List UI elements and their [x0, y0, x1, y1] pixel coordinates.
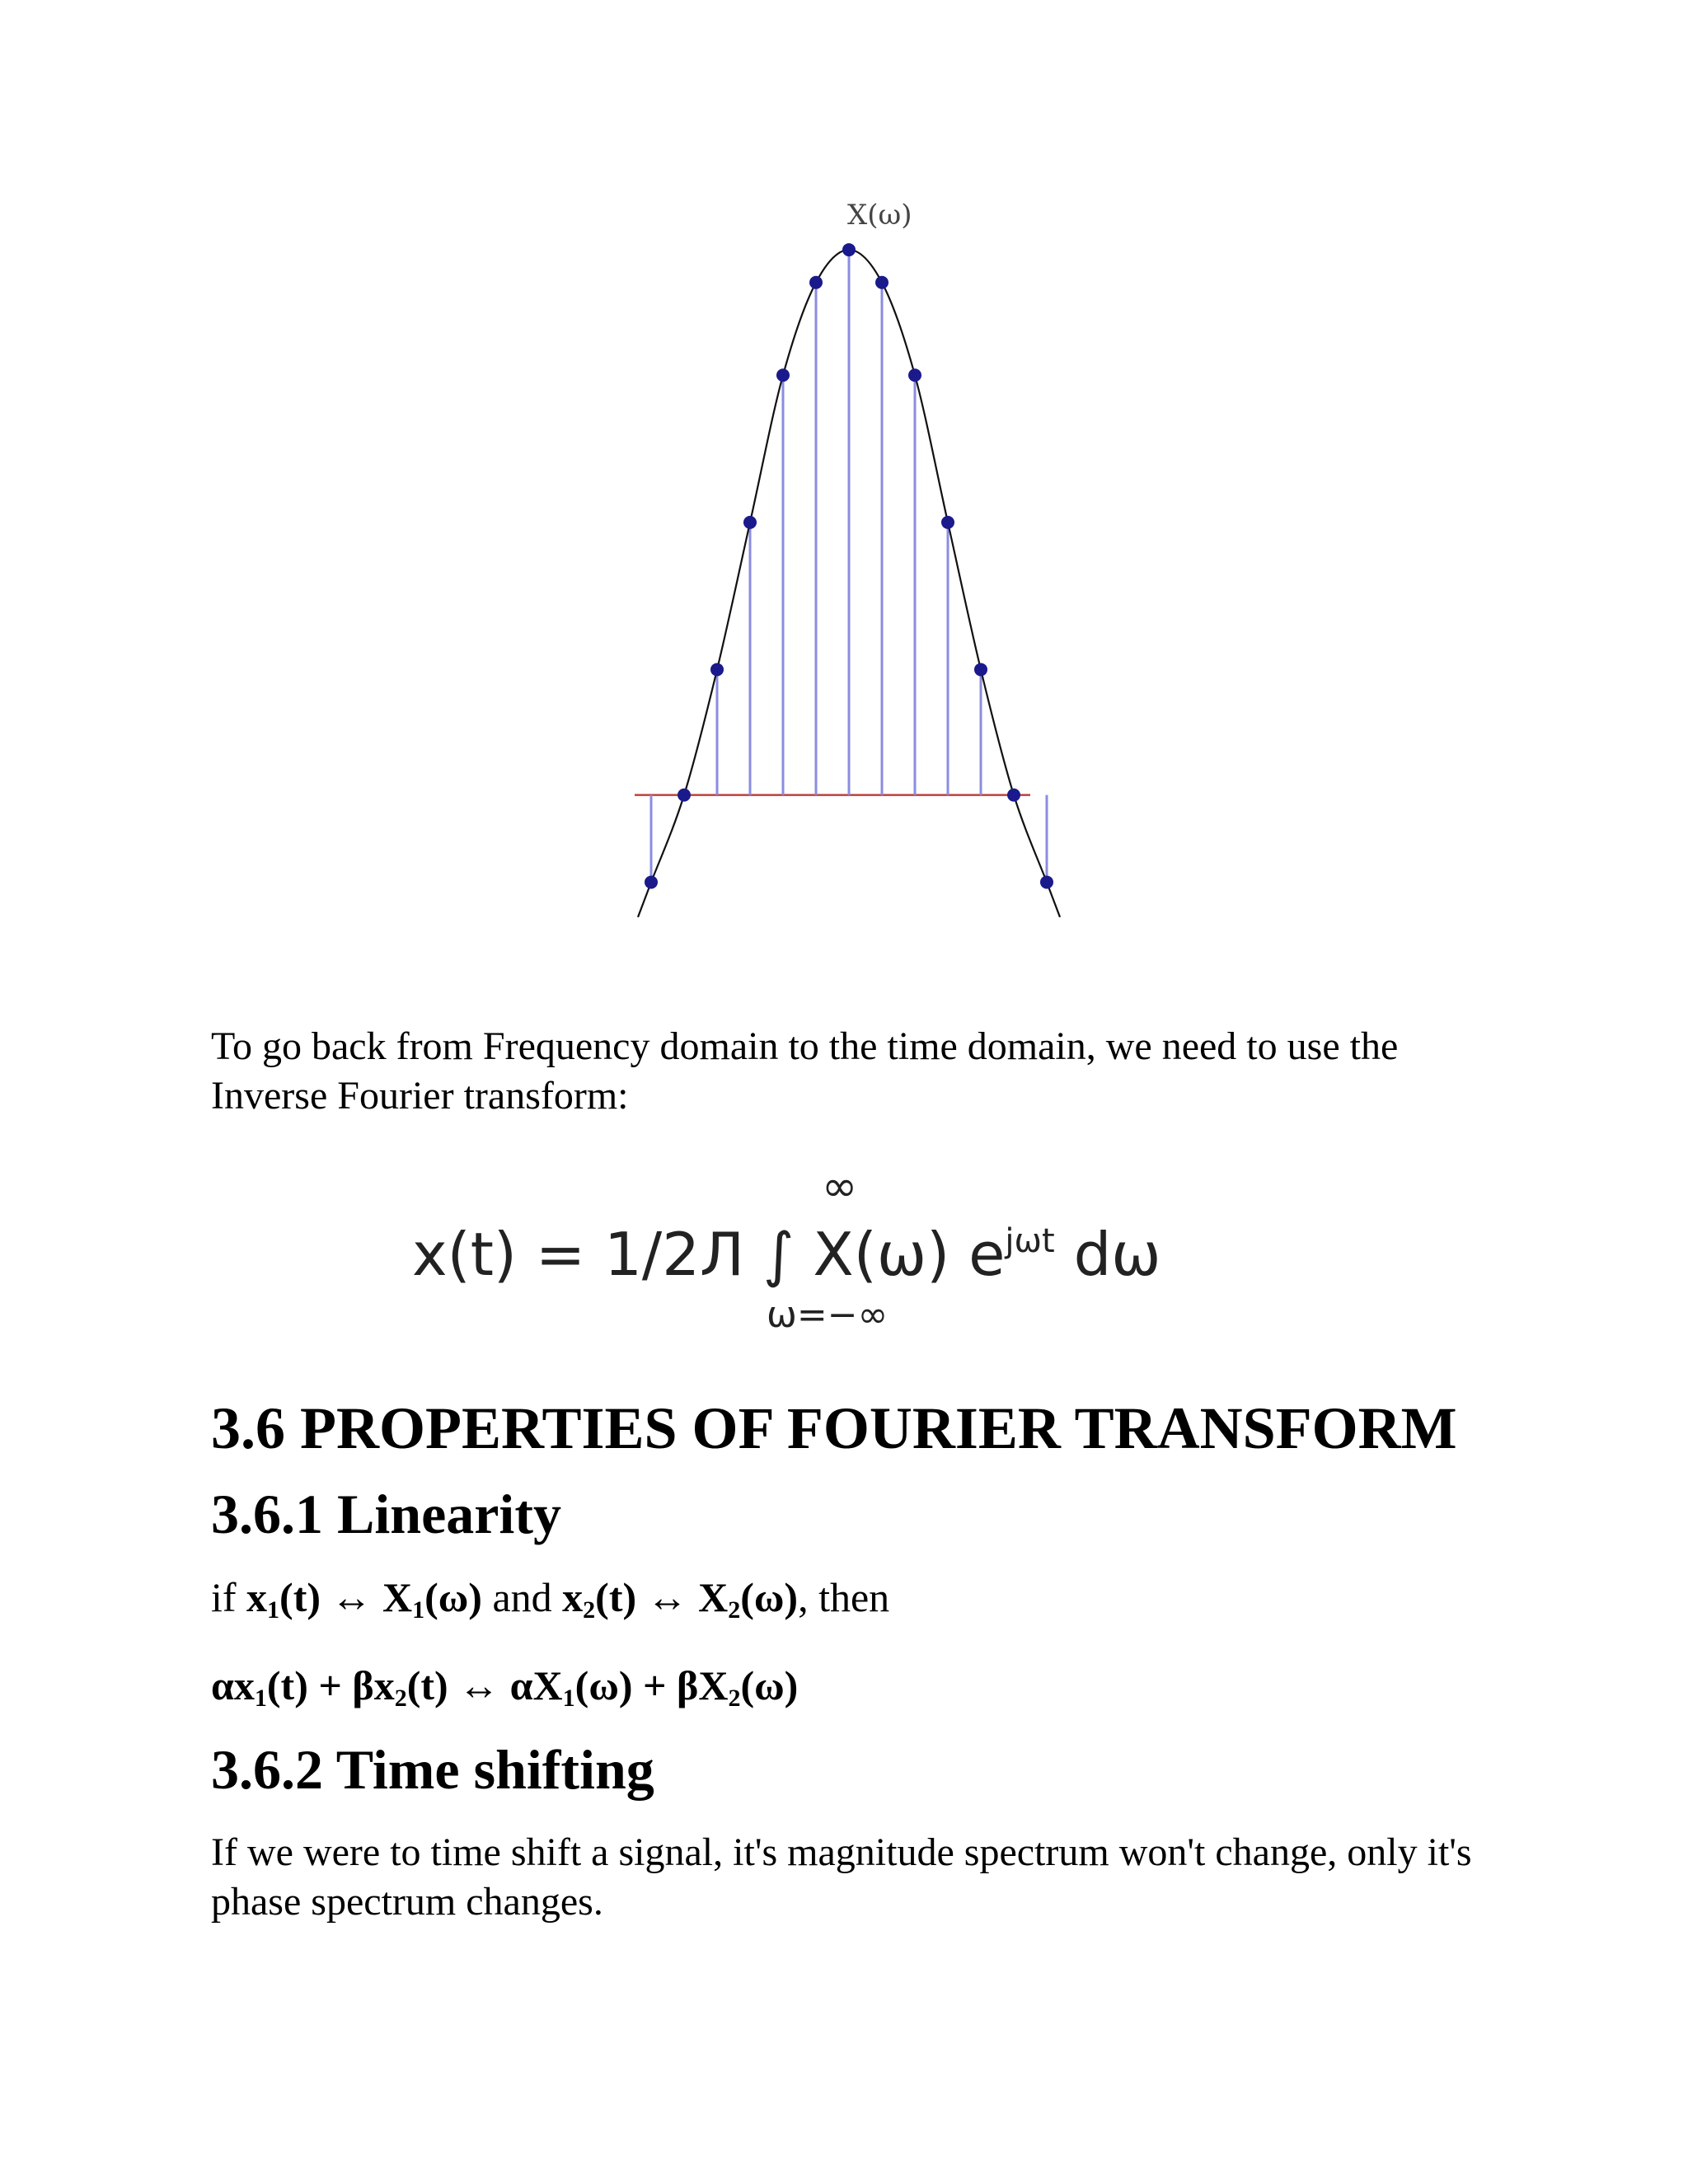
sample-dot	[941, 516, 954, 529]
eq-sub-a: 1	[254, 1685, 267, 1712]
cond-x2-tail: (t) ↔ X	[595, 1574, 729, 1620]
sample-dot	[974, 663, 987, 676]
section-title: 3.6 PROPERTIES OF FOURIER TRANSFORM	[211, 1395, 1457, 1461]
linearity-condition	[211, 1572, 889, 1635]
formula-tail: dω	[1054, 1220, 1161, 1289]
eq-part-d: (ω) + βX	[574, 1662, 729, 1708]
cond-if: if	[211, 1574, 247, 1620]
cond-and: and	[481, 1574, 563, 1620]
linearity-equation-bold	[211, 1662, 799, 1712]
cond-x2	[562, 1574, 799, 1624]
cond-x1-sub: 1	[267, 1596, 280, 1624]
integral-lower-limit: ω=−∞	[767, 1294, 889, 1336]
eq-sub-b: 2	[394, 1685, 407, 1712]
formula-expression	[412, 1220, 1161, 1289]
eq-part-c: (t) ↔ αX	[406, 1662, 563, 1708]
stem-lines	[651, 250, 1047, 882]
sample-dot	[1007, 789, 1020, 802]
curve-label: X(ω)	[847, 199, 912, 232]
eq-sub-c: 1	[562, 1685, 575, 1712]
eq-part-e: (ω)	[740, 1662, 799, 1708]
sample-dot	[710, 663, 724, 676]
sample-dot	[908, 368, 921, 382]
sample-dot	[776, 368, 790, 382]
time-shifting-heading: 3.6.2 Time shifting	[211, 1738, 654, 1801]
cond-x1-tail: (t) ↔ X	[279, 1574, 413, 1620]
cond-x1-base: x	[246, 1574, 268, 1620]
cond-x2-base: x	[562, 1574, 584, 1620]
sample-dot	[875, 276, 889, 289]
formula-lhs: x(t) = 1/2Л ∫ X(ω) e	[412, 1220, 1006, 1289]
sample-dot	[645, 875, 658, 888]
stem-plot-figure	[626, 190, 1071, 981]
intro-paragraph: To go back from Frequency domain to the time domain, we need to use the Inverse Fourier transform:	[211, 1024, 1399, 1118]
sample-dot	[809, 276, 823, 289]
sample-dot	[743, 516, 757, 529]
sample-dot	[678, 789, 691, 802]
cond-X1-sub: 1	[412, 1596, 425, 1624]
sample-dot	[1040, 875, 1053, 888]
cond-x2-sub: 2	[583, 1596, 596, 1624]
cond-X2-sub: 2	[728, 1596, 741, 1624]
inverse-fourier-formula	[412, 1162, 1286, 1352]
time-shifting-paragraph: If we were to time shift a signal, it's magnitude spectrum won't change, only it's phase spectrum changes.	[211, 1830, 1472, 1924]
cond-then: , then	[798, 1574, 890, 1620]
linearity-heading: 3.6.1 Linearity	[211, 1483, 561, 1545]
cond-X2-tail: (ω)	[740, 1574, 799, 1620]
cond-X1-tail: (ω)	[424, 1574, 482, 1620]
cond-x1	[246, 1574, 482, 1624]
linearity-equation	[211, 1661, 798, 1723]
eq-part-a: αx	[211, 1662, 255, 1708]
eq-part-b: (t) + βx	[266, 1662, 395, 1708]
formula-exponent: jωt	[1005, 1222, 1055, 1260]
integral-upper-limit: ∞	[822, 1162, 858, 1212]
sample-dot	[842, 243, 856, 256]
eq-sub-d: 2	[728, 1685, 741, 1712]
